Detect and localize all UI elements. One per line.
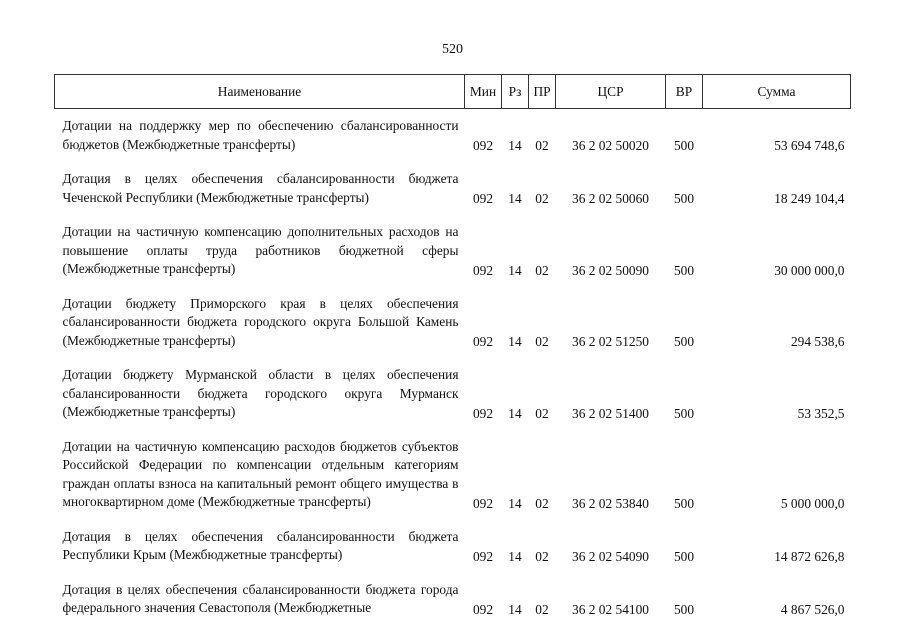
- table-header: [55, 75, 851, 109]
- row-min: 092: [472, 405, 494, 421]
- table-row: [55, 215, 851, 287]
- row-pr: 02: [535, 495, 549, 511]
- row-name: Дотации бюджету Приморского края в целях обеспечения сбалансированности бюджета городского округа Большой Камень (Межбюджетные трансферты): [62, 295, 459, 348]
- row-name: Дотации на поддержку мер по обеспечению сбалансированности бюджетов (Межбюджетные трансферты): [62, 118, 459, 152]
- row-rz: 14: [508, 138, 522, 153]
- row-name: Дотация в целях обеспечения сбалансированности бюджета города федерального значения Севастополя (Межбюджетные: [62, 581, 459, 615]
- row-sum: 30 000 000,0: [774, 262, 845, 278]
- row-csr: 36 2 02 54090: [572, 548, 649, 564]
- row-csr: 36 2 02 51250: [572, 334, 649, 349]
- row-pr: 02: [535, 601, 549, 617]
- row-name: Дотация в целях обеспечения сбалансированности бюджета Республики Крым (Межбюджетные трансферты): [62, 528, 459, 562]
- row-rz: 14: [508, 262, 522, 278]
- row-min: 092: [472, 262, 494, 278]
- row-vr: 500: [673, 495, 695, 511]
- row-vr: 500: [673, 138, 695, 153]
- row-name: Дотации бюджету Мурманской области в целях обеспечения сбалансированности бюджета городского округа Мурманск (Межбюджетные трансферты): [62, 367, 459, 419]
- row-sum: 53 352,5: [797, 405, 845, 421]
- header-min: Мин: [465, 75, 502, 109]
- table-row: [55, 573, 851, 626]
- row-sum: 5 000 000,0: [780, 495, 845, 511]
- table-row: [55, 109, 851, 163]
- row-vr: 500: [673, 334, 695, 349]
- table-row: [55, 520, 851, 573]
- row-rz: 14: [508, 495, 522, 511]
- row-pr: 02: [535, 191, 549, 206]
- table-row: [55, 358, 851, 430]
- row-min: 092: [472, 601, 494, 617]
- row-csr: 36 2 02 54100: [572, 601, 649, 617]
- budget-table: [54, 74, 851, 626]
- row-name: Дотации на частичную компенсацию дополнительных расходов на повышение оплаты труда работников бюджетной сферы (Межбюджетные трансферты): [62, 224, 459, 276]
- row-vr: 500: [673, 548, 695, 564]
- row-vr: 500: [673, 405, 695, 421]
- row-name: Дотации на частичную компенсацию расходов бюджетов субъектов Российской Федерации по компенсации отдельным категориям граждан оплаты взноса на капитальный ремонт общего имущества в многоквартирном доме (Межбюджетные трансферты): [62, 438, 459, 509]
- row-csr: 36 2 02 50020: [572, 138, 649, 153]
- row-min: 092: [472, 191, 494, 206]
- row-vr: 500: [673, 262, 695, 278]
- row-sum: 14 872 626,8: [774, 548, 845, 564]
- row-pr: 02: [535, 405, 549, 421]
- table-row: [55, 287, 851, 359]
- row-min: 092: [472, 138, 494, 153]
- row-sum: 18 249 104,4: [774, 191, 845, 206]
- row-csr: 36 2 02 53840: [572, 495, 649, 511]
- row-sum: 4 867 526,0: [780, 601, 845, 617]
- row-vr: 500: [673, 191, 695, 206]
- header-pr: ПР: [529, 75, 556, 109]
- header-name: Наименование: [55, 75, 465, 109]
- page-number: 520: [442, 42, 463, 57]
- table-row: [55, 162, 851, 215]
- header-vr: ВР: [666, 75, 703, 109]
- row-rz: 14: [508, 405, 522, 421]
- row-rz: 14: [508, 601, 522, 617]
- row-name: Дотация в целях обеспечения сбалансированности бюджета Чеченской Республики (Межбюджетные трансферты): [62, 171, 459, 205]
- row-pr: 02: [535, 334, 549, 349]
- row-min: 092: [472, 334, 494, 349]
- row-rz: 14: [508, 548, 522, 564]
- row-pr: 02: [535, 262, 549, 278]
- row-sum: 294 538,6: [790, 334, 845, 349]
- row-csr: 36 2 02 50060: [572, 191, 649, 206]
- row-min: 092: [472, 548, 494, 564]
- header-csr: ЦСР: [556, 75, 666, 109]
- header-rz: Рз: [502, 75, 529, 109]
- row-pr: 02: [535, 548, 549, 564]
- row-min: 092: [472, 495, 494, 511]
- row-csr: 36 2 02 50090: [572, 262, 649, 278]
- header-sum: Сумма: [703, 75, 851, 109]
- row-csr: 36 2 02 51400: [572, 405, 649, 421]
- table-body: [55, 109, 851, 626]
- row-rz: 14: [508, 191, 522, 206]
- row-pr: 02: [535, 138, 549, 153]
- row-sum: 53 694 748,6: [774, 138, 845, 153]
- row-rz: 14: [508, 334, 522, 349]
- row-vr: 500: [673, 601, 695, 617]
- table-row: [55, 430, 851, 520]
